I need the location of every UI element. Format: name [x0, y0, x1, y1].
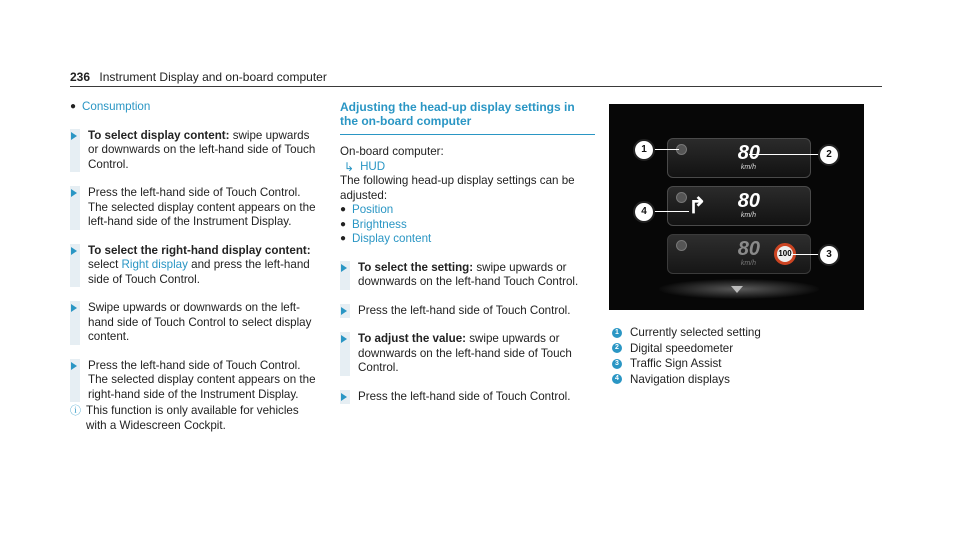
callout-2: 2: [818, 144, 840, 166]
callout-line: [653, 211, 689, 212]
step-label: To select the setting:: [358, 260, 474, 274]
brightness-link[interactable]: Brightness: [352, 217, 407, 231]
arrow-right-icon: [71, 362, 77, 370]
arrow-right-icon: [71, 189, 77, 197]
list-item: [340, 203, 595, 218]
legend-number: 2: [612, 343, 622, 353]
hud-illustration: [609, 104, 864, 310]
callout-line: [749, 154, 829, 155]
selection-indicator-icon: [676, 192, 687, 203]
legend-label: Navigation displays: [630, 372, 730, 386]
instruction-step: [340, 390, 595, 405]
step-marker: [70, 244, 80, 288]
list-item: [340, 232, 595, 247]
section-heading: Adjusting the head-up display settings in the on-board computer: [340, 100, 595, 135]
speed-unit: km/h: [740, 164, 756, 171]
bullet-icon: ●: [340, 204, 347, 215]
instruction-step: [340, 304, 595, 319]
step-text: swipe upwards or downwards on the left-hand side of Touch Control.: [88, 128, 316, 171]
arrow-right-icon: [341, 393, 347, 401]
left-column: [70, 100, 320, 433]
step-marker: [340, 261, 350, 290]
arrow-right-icon: [341, 307, 347, 315]
step-text: select: [88, 258, 122, 271]
legend-item: [612, 372, 761, 388]
step-text: swipe upwards or downwards on the left-hand Touch Control.: [358, 260, 579, 288]
turn-arrow-icon: ↱: [688, 193, 707, 218]
instruction-step: [70, 301, 320, 345]
step-marker: [70, 129, 80, 173]
list-item: [340, 218, 595, 233]
down-triangle-icon: [731, 286, 743, 293]
speed-unit: km/h: [740, 212, 756, 219]
arrow-right-icon: [341, 264, 347, 272]
page-title: Instrument Display and on-board computer: [99, 70, 327, 84]
note-text: This function is only available for vehicles with a Widescreen Cockpit.: [86, 404, 299, 432]
hud-panel-navigation: [667, 186, 811, 226]
speed-value: 80: [737, 190, 760, 212]
right-display-link[interactable]: Right display: [121, 258, 188, 271]
hud-link[interactable]: HUD: [360, 159, 386, 173]
step-marker: [340, 332, 350, 376]
step-marker: [340, 304, 350, 319]
consumption-link[interactable]: Consumption: [82, 100, 151, 113]
arrow-right-icon: [71, 132, 77, 140]
step-text: Swipe upwards or downwards on the left-hand side of Touch Control to select display content.: [88, 301, 312, 343]
step-text: Press the left-hand side of Touch Control. The selected display content appears on the right-hand side of the Instrument Display.: [88, 358, 316, 401]
instruction-step: [340, 261, 595, 290]
legend-label: Traffic Sign Assist: [630, 357, 722, 370]
speed-value: 80: [737, 238, 760, 260]
submenu-arrow-icon: ↳: [344, 159, 355, 174]
bullet-icon: ●: [340, 218, 347, 230]
step-label: To adjust the value:: [358, 332, 467, 345]
speed-value: 80: [737, 142, 760, 164]
legend-item: [612, 341, 761, 357]
figure-legend: [612, 325, 761, 387]
step-marker: [70, 186, 80, 230]
speed-unit: km/h: [740, 260, 756, 267]
instruction-step: [70, 359, 320, 403]
step-marker: [340, 390, 350, 405]
intro-text: On-board computer:: [340, 145, 444, 158]
list-item: [70, 100, 320, 115]
step-text: swipe upwards or downwards on the left-hand side of Touch Control.: [358, 332, 572, 374]
callout-line: [653, 149, 679, 150]
legend-number: 1: [612, 328, 622, 338]
arrow-right-icon: [71, 304, 77, 312]
instruction-step: [340, 332, 595, 376]
header-divider: [70, 86, 882, 87]
callout-line: [791, 254, 821, 255]
legend-item: [612, 356, 761, 372]
step-label: To select display content:: [88, 128, 230, 142]
body-text: The following head-up display settings can be adjusted:: [340, 174, 575, 202]
note: [70, 404, 320, 433]
step-marker: [70, 359, 80, 403]
speed-limit-sign-icon: 100: [774, 243, 796, 265]
display-content-link[interactable]: Display content: [352, 232, 432, 245]
callout-4: 4: [633, 201, 655, 223]
hud-panel-traffic-sign: [667, 234, 811, 274]
page-header: [70, 70, 327, 84]
step-label: To select the right-hand display content:: [88, 243, 311, 257]
instruction-step: [70, 129, 320, 173]
bullet-icon: ●: [70, 101, 77, 112]
step-text: Press the left-hand side of Touch Control.: [358, 389, 571, 403]
legend-item: [612, 325, 761, 341]
hud-panel-selected: [667, 138, 811, 178]
arrow-right-icon: [341, 335, 347, 343]
callout-1: 1: [633, 139, 655, 161]
arrow-right-icon: [71, 247, 77, 255]
instruction-step: [70, 186, 320, 230]
position-link[interactable]: Position: [352, 203, 394, 216]
selection-indicator-icon: [676, 240, 687, 251]
legend-number: 3: [612, 359, 622, 369]
step-text: and press the left-hand side of Touch Control.: [88, 258, 310, 286]
menu-path: [344, 160, 595, 175]
legend-number: 4: [612, 374, 622, 384]
step-text: Press the left-hand side of Touch Control.: [358, 303, 571, 317]
instruction-step: [70, 244, 320, 288]
step-text: Press the left-hand side of Touch Control. The selected display content appears on the left-hand side of the Instrument Display.: [88, 186, 316, 228]
callout-3: 3: [818, 244, 840, 266]
bullet-icon: ●: [340, 233, 347, 244]
step-marker: [70, 301, 80, 345]
legend-label: Digital speedometer: [630, 341, 734, 355]
info-icon: ⓘ: [70, 405, 81, 417]
legend-label: Currently selected setting: [630, 326, 761, 339]
page-number: 236: [70, 70, 91, 84]
right-column: [340, 100, 595, 404]
